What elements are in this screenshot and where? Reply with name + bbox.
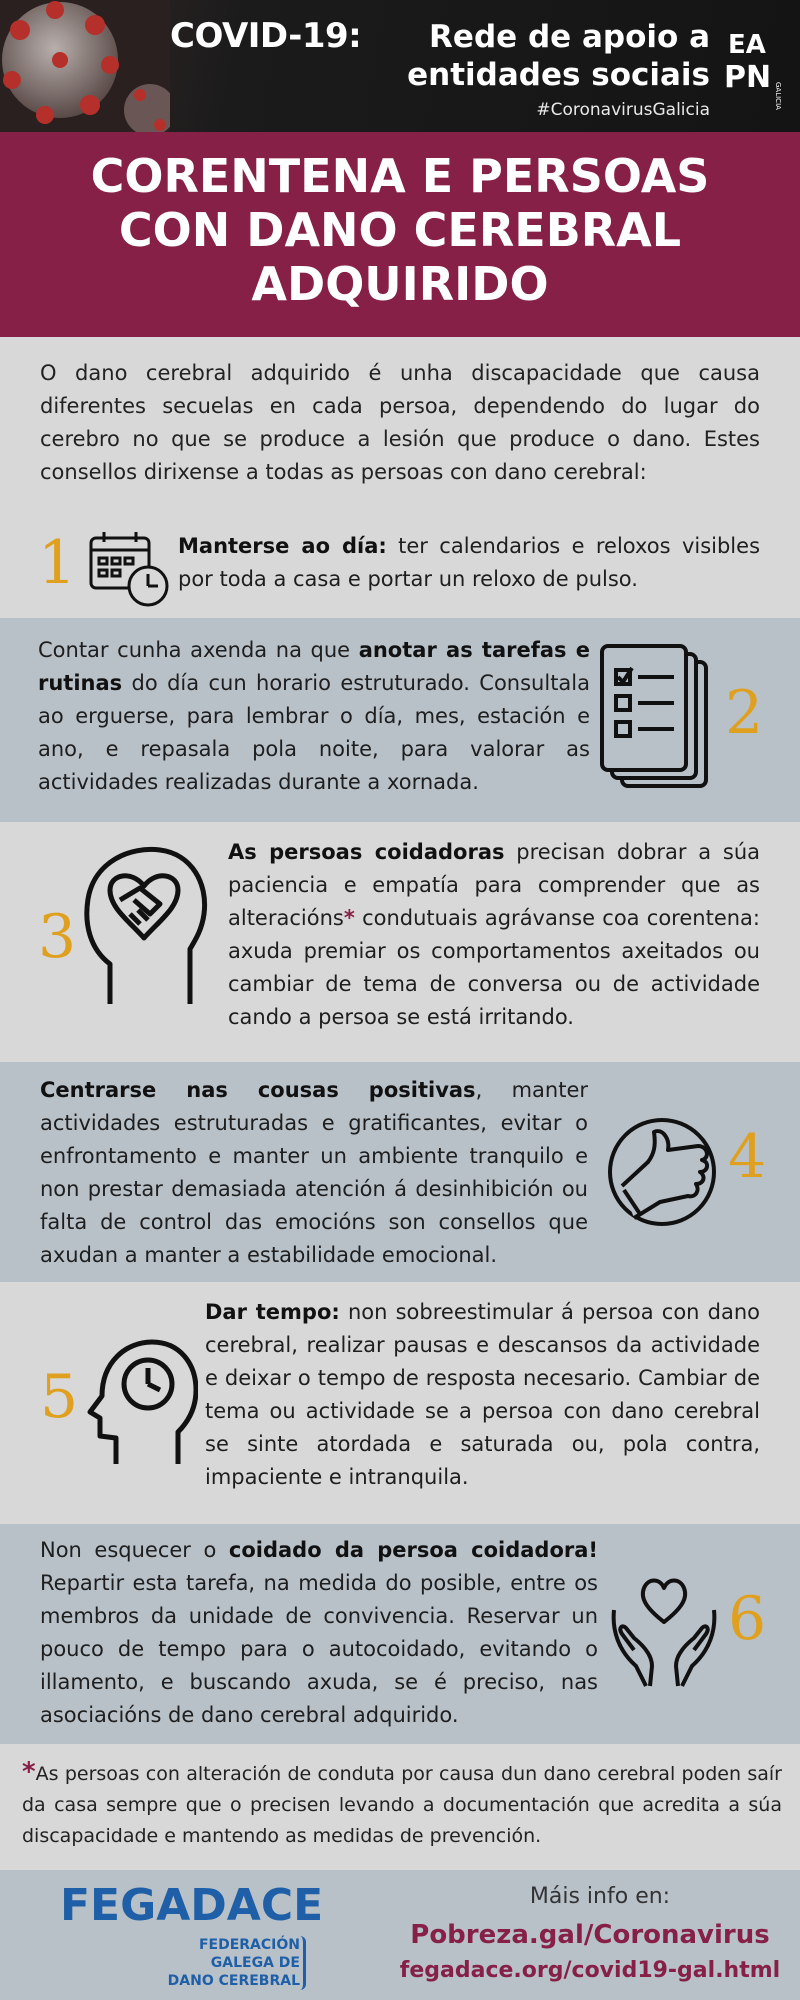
tip-3-body-b: condutuais agrávanse coa corentena: axuda premiar os comportamentos axeitados ou cambiar de tema de conversa ou de actividade cando a persoa se está irritando. — [228, 906, 760, 1029]
eapn-logo-ea: EA — [728, 30, 766, 60]
tip-3-asterisk: * — [343, 906, 355, 930]
tip-2-text — [38, 634, 590, 799]
tip-3-number: 3 — [38, 902, 77, 972]
hands-heart-icon — [606, 1570, 722, 1690]
tip-1-text — [178, 530, 760, 596]
tip-4-text — [40, 1074, 588, 1272]
tip-6-text — [40, 1534, 598, 1732]
eapn-logo-galicia: GALICIA — [774, 82, 782, 110]
tip-1-bold: Manterse ao día: — [178, 534, 387, 558]
thumbs-up-icon — [604, 1110, 724, 1230]
tip-6-number: 6 — [728, 1584, 767, 1654]
tip-5-bold: Dar tempo: — [205, 1300, 340, 1324]
tip-5-body: non sobreestimular á persoa con dano cerebral, realizar pausas e descansos da actividade e deixar o tempo de resposta necesario. Cambiar de tema ou actividade se a persoa con dano cerebral se sinte atordada e saturada ou, pola contra, impaciente e intranquila. — [205, 1300, 761, 1489]
covid-heading: COVID-19: — [170, 16, 362, 56]
fegadace-logo: FEGADACE — [60, 1880, 324, 1931]
fegadace-sub-line3: DANO CEREBRAL — [167, 1973, 300, 1989]
footnote-text: As persoas con alteración de conduta por causa dun dano cerebral poden saír da casa sempre que o precisen levando a documentación que acredita a súa discapacidade e mantendo as medidas de prevención. — [22, 1763, 782, 1847]
tip-4-bold: Centrarse nas cousas positivas — [40, 1078, 476, 1102]
tip-5-section — [0, 1282, 800, 1524]
tip-2-bold: anotar as tarefas e rutinas — [38, 638, 591, 695]
more-info-label: Máis info en: — [529, 1884, 671, 1909]
tip-2-pre: Contar cunha axenda na que — [38, 638, 359, 662]
tip-2-number: 2 — [725, 678, 764, 748]
fegadace-link[interactable]: fegadace.org/covid19-gal.html — [399, 1958, 781, 1983]
tip-1-number: 1 — [38, 528, 77, 598]
head-clock-icon — [86, 1338, 198, 1468]
checklist-icon — [598, 644, 716, 794]
fegadace-sub-line2: GALEGA DE — [210, 1955, 300, 1971]
fegadace-bracket — [300, 1936, 306, 1990]
header-subtitle-line2: entidades sociais — [407, 57, 710, 93]
header-subtitle-line1: Rede de apoio a — [429, 19, 710, 55]
tip-2-section — [0, 618, 800, 822]
hashtag: #CoronavirusGalicia — [536, 100, 710, 120]
tip-2-body: do día cun horario estruturado. Consultala ao erguerse, para lembrar o día, mes, estación e ano, e repasala pola noite, para valorar as actividades realizadas durante a xornada. — [38, 671, 590, 794]
coronavirus-image — [0, 0, 170, 132]
tip-1-section — [0, 520, 800, 618]
tip-6-section — [0, 1524, 800, 1744]
pobreza-link[interactable]: Pobreza.gal/Coronavirus — [410, 1920, 770, 1950]
footer — [0, 1870, 800, 2000]
tip-5-number: 5 — [40, 1362, 79, 1432]
tip-6-pre: Non esquecer o — [40, 1538, 229, 1562]
header-subtitle — [330, 18, 710, 94]
title-line1: CORENTENA E PERSOAS — [90, 149, 710, 203]
tip-1-body: ter calendarios e reloxos visibles por toda a casa e portar un reloxo de pulso. — [178, 534, 761, 591]
tip-4-body: , manter actividades estruturadas e gratificantes, evitar o enfrontamento e manter un ambiente tranquilo e non prestar demasiada atención á desinhibición ou falta de control das emocións son consellos que axudan a manter a estabilidade emocional. — [40, 1078, 588, 1267]
header-banner — [0, 0, 800, 132]
tip-3-section — [0, 822, 800, 1062]
tip-4-section — [0, 1062, 800, 1282]
intro-paragraph: O dano cerebral adquirido é unha discapacidade que causa diferentes secuelas en cada persoa, dependendo do lugar do cerebro no que se produce a lesión que produce o dano. Estes consellos dirixense a todas as persoas con dano cerebral: — [40, 361, 760, 484]
tip-5-text — [205, 1296, 760, 1494]
tip-6-bold: coidado da persoa coidadora! — [228, 1538, 598, 1562]
eapn-logo — [720, 30, 790, 110]
title-line2: CON DANO CEREBRAL — [118, 203, 682, 257]
tip-3-bold: As persoas coidadoras — [228, 840, 505, 864]
tip-4-number: 4 — [728, 1122, 767, 1192]
eapn-logo-pn: PN — [724, 60, 772, 95]
page-title — [0, 132, 800, 337]
tip-3-text — [228, 836, 760, 1034]
title-line3: ADQUIRIDO — [251, 257, 549, 311]
head-handshake-icon — [80, 844, 212, 1010]
fegadace-sub-line1: FEDERACIÓN — [198, 1937, 300, 1953]
tip-3-body-a: precisan dobrar a súa paciencia e empatía para comprender que as alteracións — [228, 840, 760, 930]
footnote — [22, 1757, 782, 1852]
footnote-asterisk: * — [22, 1757, 36, 1787]
fegadace-subtitle — [150, 1936, 300, 1990]
tip-6-body: Repartir esta tarefa, na medida do posible, entre os membros da unidade de convivencia. Reservar un pouco de tempo para o autocoidado, evitando o illamento, e buscando axuda, se é preciso, nas asociacións de dano cerebral adquirido. — [40, 1571, 598, 1727]
calendar-clock-icon — [88, 528, 170, 608]
